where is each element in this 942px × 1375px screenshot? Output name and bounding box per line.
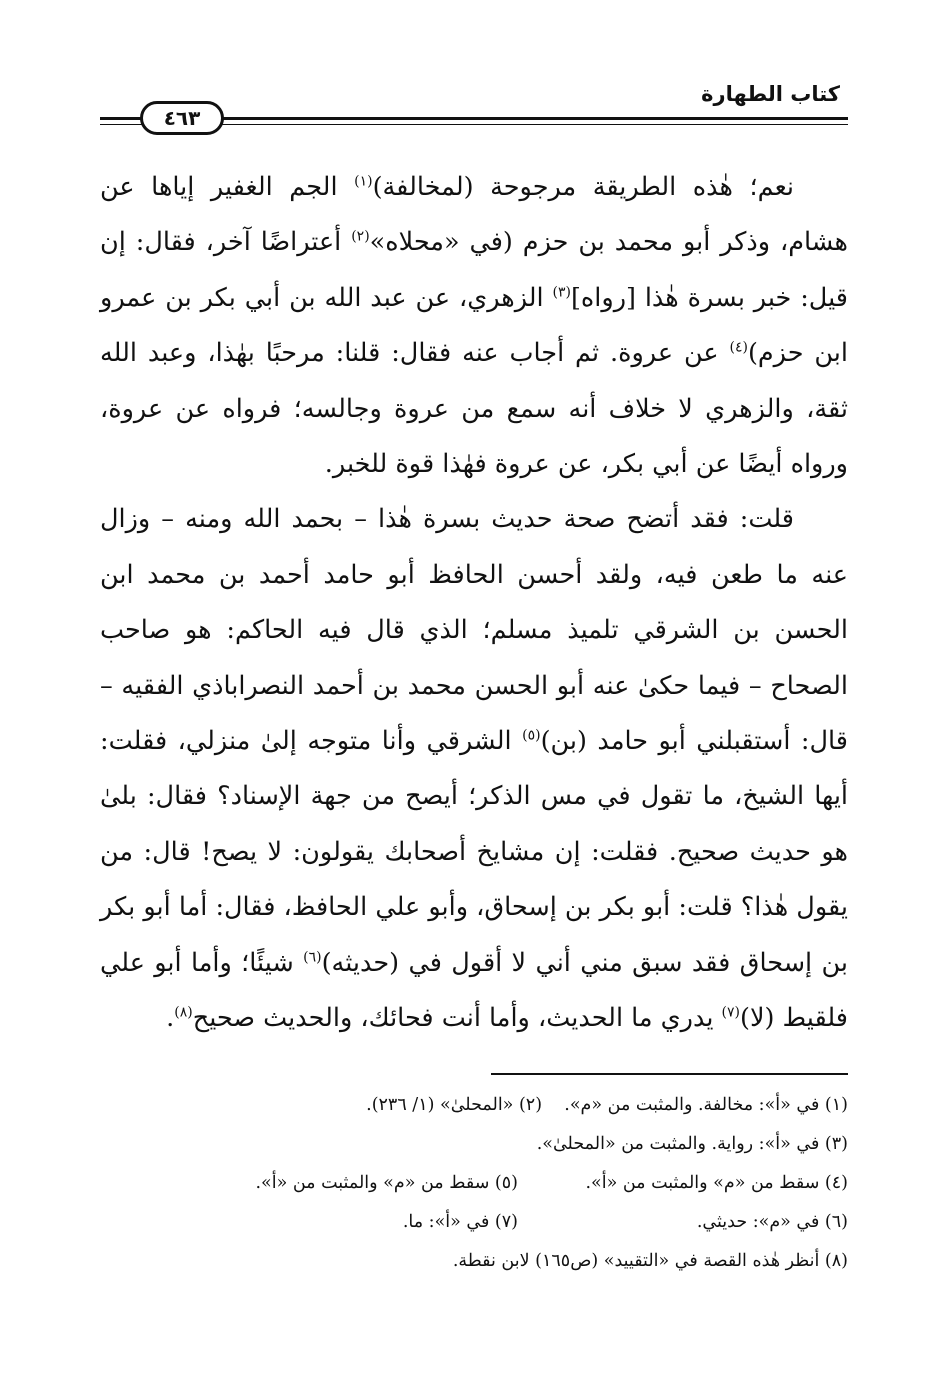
page-number: ٤٦٣ — [140, 101, 224, 135]
running-title: كتاب الطهارة — [701, 82, 840, 106]
footnote-ref: (٨) — [174, 1004, 193, 1021]
text-run: شيئًا؛ وأما أبو علي فلقيط (لا) — [100, 947, 848, 1034]
footnote-1: (١) في «أ»: مخالفة. والمثبت من «م». — [564, 1095, 848, 1115]
text-run: قلت: فقد أتضح صحة حديث بسرة هٰذا – بحمد الله ومنه – وزال عنه ما طعن فيه، ولقد أحسن الحافظ أبو حامد أحمد بن محمد ابن الحسن بن الشرقي تلميذ مسلم؛ الذي قال فيه الحاكم: هو صاحب الصحاح – فيما حكىٰ عنه أبو الحسن محمد بن أحمد النصراباذي الفقيه – قال: أستقبلني أبو حامد (بن) — [100, 504, 848, 757]
text-run: نعم؛ هٰذه الطريقة مرجوحة (لمخالفة) — [372, 172, 794, 202]
footnote-5: (٥) سقط من «م» والمثبت من «أ». — [255, 1173, 518, 1193]
text-run: عن عروة. ثم أجاب عنه فقال: قلنا: مرحبًا بهٰذا، وعبد الله ثقة، والزهري لا خلاف أنه سمع من عروة وجالسه؛ فرواه عن عروة، ورواه أيضًا عن أبي بكر، عن عروة فهٰذا قوة للخبر. — [100, 338, 848, 480]
main-text — [100, 160, 848, 1047]
page-header — [100, 78, 848, 138]
footnote-2: (٢) «المحلىٰ» (١/ ٢٣٦). — [366, 1095, 543, 1115]
footnote-8: (٨) أنظر هٰذه القصة في «التقييد» (ص١٦٥) لابن نقطة. — [452, 1251, 848, 1271]
footnote-3: (٣) في «أ»: رواية. والمثبت من «المحلىٰ». — [536, 1134, 848, 1154]
footnote-ref: (٤) — [729, 339, 748, 356]
footnotes — [100, 1086, 848, 1281]
footnote-line — [100, 1203, 848, 1242]
text-run: الشرقي وأنا متوجه إلىٰ منزلي، فقلت: أيها الشيخ، ما تقول في مس الذكر؛ أيصح من جهة الإسناد؟ فقال: بلىٰ هو حديث صحيح. فقلت: إن مشايخ أصحابك يقولون: لا يصح! قال: من يقول هٰذا؟ قلت: أبو بكر بن إسحاق، وأبو علي الحافظ، فقال: أما أبو بكر بن إسحاق فقد سبق مني أني لا أقول في (حديثه) — [100, 726, 848, 978]
footnote-ref: (٥) — [522, 727, 541, 744]
footnote-ref: (٦) — [303, 949, 322, 966]
text-run: أعتراضًا آخر، فقال: إن قيل: خبر بسرة هٰذا [رواه] — [100, 227, 848, 313]
text-run: يدري ما الحديث، وأما أنت فحائك، والحديث صحيح — [192, 1003, 722, 1034]
footnote-6: (٦) في «م»: حديثي. — [696, 1212, 848, 1232]
footnote-4: (٤) سقط من «م» والمثبت من «أ». — [585, 1173, 848, 1193]
footnote-ref: (٢) — [351, 228, 370, 245]
footnote-ref: (٧) — [721, 1004, 741, 1021]
footnote-ref: (١) — [354, 173, 373, 190]
paragraph — [100, 492, 848, 1046]
footnote-line — [100, 1242, 848, 1281]
footnote-7: (٧) في «أ»: ما. — [402, 1212, 518, 1232]
footnote-separator — [491, 1073, 848, 1075]
text-run: . — [166, 1003, 175, 1034]
paragraph — [100, 160, 848, 492]
footnote-line — [100, 1125, 848, 1164]
footnote-line — [100, 1086, 848, 1125]
text-run: الزهري، عن عبد الله بن أبي بكر بن عمرو ابن حزم) — [100, 282, 848, 369]
text-run: الجم الغفير إياها عن هشام، وذكر أبو محمد بن حزم (في «محلاه» — [100, 172, 849, 258]
footnote-line — [100, 1164, 848, 1203]
footnote-ref: (٣) — [552, 284, 571, 301]
